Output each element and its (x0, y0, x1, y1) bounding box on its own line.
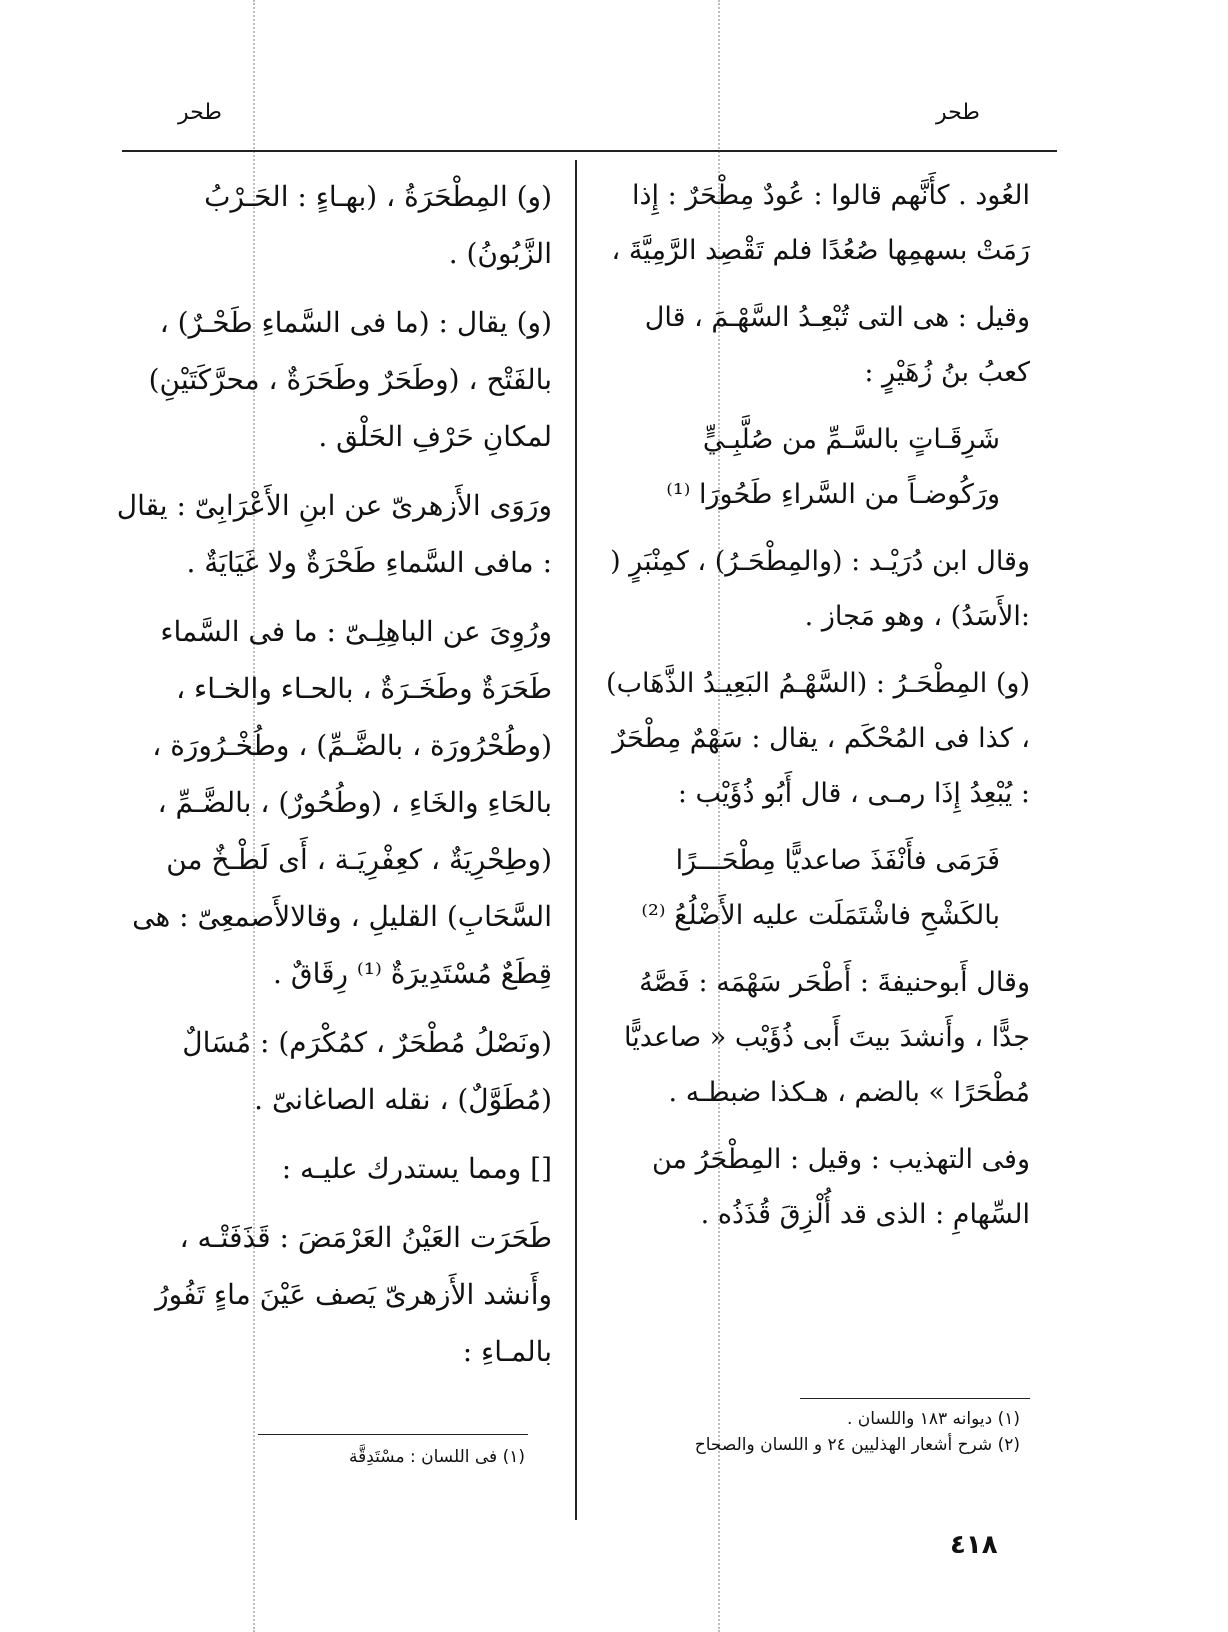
poem-line: شَرِقَـاتٍ بالسَّـمِّ من صُلَّبِـيٍّ (702, 424, 1000, 455)
entry-paragraph: وقيل : هى التى تُبْعِـدُ السَّهْـمَ ، قال كعبُ بنُ زُهَيْرٍ : (644, 302, 1030, 388)
entry-paragraph: العُود . كأَنَّهم قالوا : عُودٌ مِطْحَرٌ : إِذا رَمَتْ بسهمِها صُعُدًا فلم تَقْصِد الرَّمِيَّةَ ، (611, 180, 1030, 266)
entry-paragraph: (و) يقال : (ما فى السَّماءِ طَحْـرٌ) ، بالفَتْح ، (وطَحَرٌ وطَحَرَةٌ ، محرَّكَتَيْنِ) لمكانِ حَرْفِ الحَلْق . (148, 306, 552, 453)
poem-line: فَرَمَى فأَنْفَذَ صاعديًّا مِطْحَـــرًا (675, 845, 1000, 876)
footnotes-left (180, 1444, 525, 1470)
footnotes-right (620, 1406, 1020, 1458)
entry-paragraph: (و) المِطْحَرَةُ ، (بهـاءٍ : الحَـرْبُ الزَّبُونُ) . (204, 180, 552, 270)
entry-paragraph: طَحَرَت العَيْنُ العَرْمَضَ : قَذَفَتْـه ، وأَنشد الأَزهرىّ يَصف عَيْنَ ماءٍ تَفُورُ بالمـاءِ : (155, 1221, 552, 1368)
entry-paragraph: [] ومما يستدرك عليـه : (281, 1152, 552, 1185)
footnote: (١) فى اللسان : مسْتَدِقَّة (349, 1447, 525, 1467)
footnote-rule-right (800, 1398, 1030, 1399)
column-divider (575, 160, 577, 1520)
running-header-right: طحر (936, 100, 980, 125)
running-header-left: طحر (178, 100, 222, 125)
poem-line: بالكَشْحِ فاشْتَمَلَت عليه الأَضْلُعُ ⁽²⁾ (641, 900, 1000, 931)
header-rule (122, 150, 1057, 152)
footnote: (١) ديوانه ١٨٣ واللسان . (846, 1409, 1020, 1429)
entry-paragraph: وقال أَبوحنيفةَ : أَطْحَر سَهْمَه : فَصَّهُ جدًّا ، وأَنشدَ بيتَ أَبى ذُؤَيْب « صاعديًّا مُطْحَرًا » بالضم ، هـكذا ضبطـه . (624, 967, 1030, 1108)
poem-line: ورَكُوضـاً من السَّراءِ طَحُورَا ⁽¹⁾ (666, 479, 1000, 510)
left-column (112, 168, 552, 1392)
entry-paragraph: وقال ابن دُرَيْـد : (والمِطْحَـرُ) ، كمِنْبَرٍ ( :الأَسَدُ) ، وهو مَجاز . (610, 546, 1030, 632)
footnote: (٢) شرح أشعار الهذليين ٢٤ و اللسان والصحاح (694, 1435, 1020, 1455)
page-number: ٤١٨ (950, 1530, 998, 1560)
entry-paragraph: (و) المِطْحَـرُ : (السَّهْـمُ البَعِيـدُ الذَّهَاب) ، كذا فى المُحْكَم ، يقال : سَهْمٌ مِطْحَرٌ : يُبْعِدُ إِذَا رمـى ، قال أَبُو ذُؤَيْب : (606, 668, 1030, 809)
entry-paragraph: ورُوِىَ عن الباهِلِـىّ : ما فى السَّماء طَحَرَةٌ وطَخَـرَةٌ ، بالحـاء والخـاء ، (وطُحْرُورَة ، بالضَّـمِّ) ، وطُخْـرُورَة ، بالحَاءِ والخَاءِ ، (وطُحُورٌ) ، بالضَّـمِّ ، (وطِحْرِيَةٌ ، كعِفْرِيَـة ، أَى لَطْـخٌ من السَّحَابِ) القليلِ ، وقالالأَصمعِىّ : هى قِطَعٌ مُسْتَدِيرَةٌ ⁽¹⁾ رِقَاقٌ . (132, 615, 552, 990)
entry-paragraph: وفى التهذيب : وقيل : المِطْحَرُ من السِّهامِ : الذى قد أُلْزِقَ قُذَذُه . (651, 1144, 1030, 1230)
entry-paragraph: (ونَصْلُ مُطْحَرٌ ، كمُكْرَم) : مُسَالٌ (مُطَوَّلٌ) ، نقله الصاغانىّ . (182, 1026, 552, 1116)
footnote-rule-left (258, 1434, 528, 1435)
right-column (598, 168, 1030, 1254)
entry-paragraph: ورَوَى الأَزهرىّ عن ابنِ الأَعْرَابِىّ : يقال : مافى السَّماءِ طَحْرَةٌ ولا غَيَايَةٌ . (116, 489, 552, 579)
